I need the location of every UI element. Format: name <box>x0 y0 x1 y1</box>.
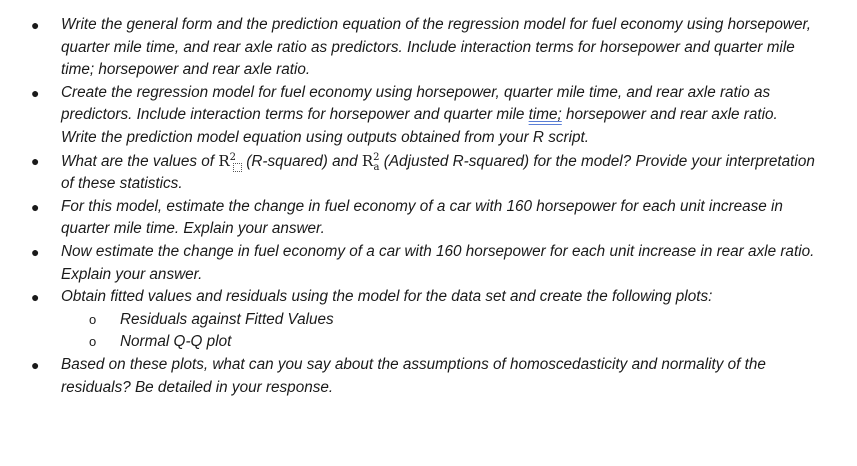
spellcheck-flagged-word[interactable]: time; <box>528 106 562 124</box>
item-text: (R-squared) and <box>241 152 362 170</box>
r-squared-sup: 2 <box>229 151 236 163</box>
bullet-icon: ● <box>31 84 40 101</box>
item-text: Now estimate the change in fuel economy of a car with 160 horsepower for each unit increase in rear axle ratio. Explain your answer. <box>61 242 815 283</box>
list-item <box>0 354 857 399</box>
list-item <box>0 286 857 354</box>
adj-r-squared-sup: 2 <box>373 151 380 163</box>
sub-item-text: Residuals against Fitted Values <box>120 310 334 328</box>
adj-r-squared-base: R <box>361 151 374 170</box>
list-item <box>0 150 857 196</box>
plot-sublist <box>61 309 817 354</box>
item-text: horsepower and rear axle ratio. Write the prediction model equation using outputs obtained from your R script. <box>61 106 778 146</box>
item-text: For this model, estimate the change in fuel economy of a car with 160 horsepower for each unit increase in quarter mile time. Explain your answer. <box>61 197 783 238</box>
bullet-icon: ● <box>31 17 40 33</box>
bullet-icon: ● <box>31 198 40 215</box>
item-text: Based on these plots, what can you say about the assumptions of homoscedasticity and normality of the residuals? Be detailed in your response. <box>61 355 766 396</box>
r-squared-symbol <box>218 152 242 170</box>
document-page <box>0 14 857 399</box>
list-item <box>0 241 857 286</box>
adj-r-squared-sub: a <box>373 161 380 173</box>
item-text: What are the values of <box>61 152 219 170</box>
item-text: (Adjusted R-squared) for the model? Provide your interpretation of these statistics. <box>61 152 815 193</box>
sub-list-item <box>61 309 817 332</box>
sub-list-item <box>61 331 817 354</box>
r-squared-base: R <box>218 151 230 170</box>
hollow-bullet-icon: o <box>89 334 97 350</box>
adjusted-r-squared-symbol <box>361 151 380 173</box>
item-text: Obtain fitted values and residuals using the model for the data set and create the following plots: <box>61 288 713 306</box>
list-item <box>0 196 857 241</box>
sub-item-text: Normal Q-Q plot <box>120 333 232 351</box>
list-item <box>0 82 857 150</box>
item-text: Create the regression model for fuel economy using horsepower, quarter mile time, and rear axle ratio as predictors. Include interaction terms for horsepower and quarter mile <box>61 83 771 124</box>
equation-placeholder-icon <box>233 163 242 172</box>
hollow-bullet-icon: o <box>89 311 97 327</box>
bullet-icon: ● <box>31 243 40 260</box>
bullet-icon: ● <box>31 289 40 306</box>
item-text: Write the general form and the prediction equation of the regression model for fuel economy using horsepower, quarter mile time, and rear axle ratio as predictors. Include interaction terms for horsepower and quarter mile time; horsepower and rear axle ratio. <box>61 16 811 79</box>
bullet-icon: ● <box>31 356 40 373</box>
question-list <box>0 14 857 399</box>
list-item <box>0 14 857 82</box>
bullet-icon: ● <box>31 152 40 169</box>
